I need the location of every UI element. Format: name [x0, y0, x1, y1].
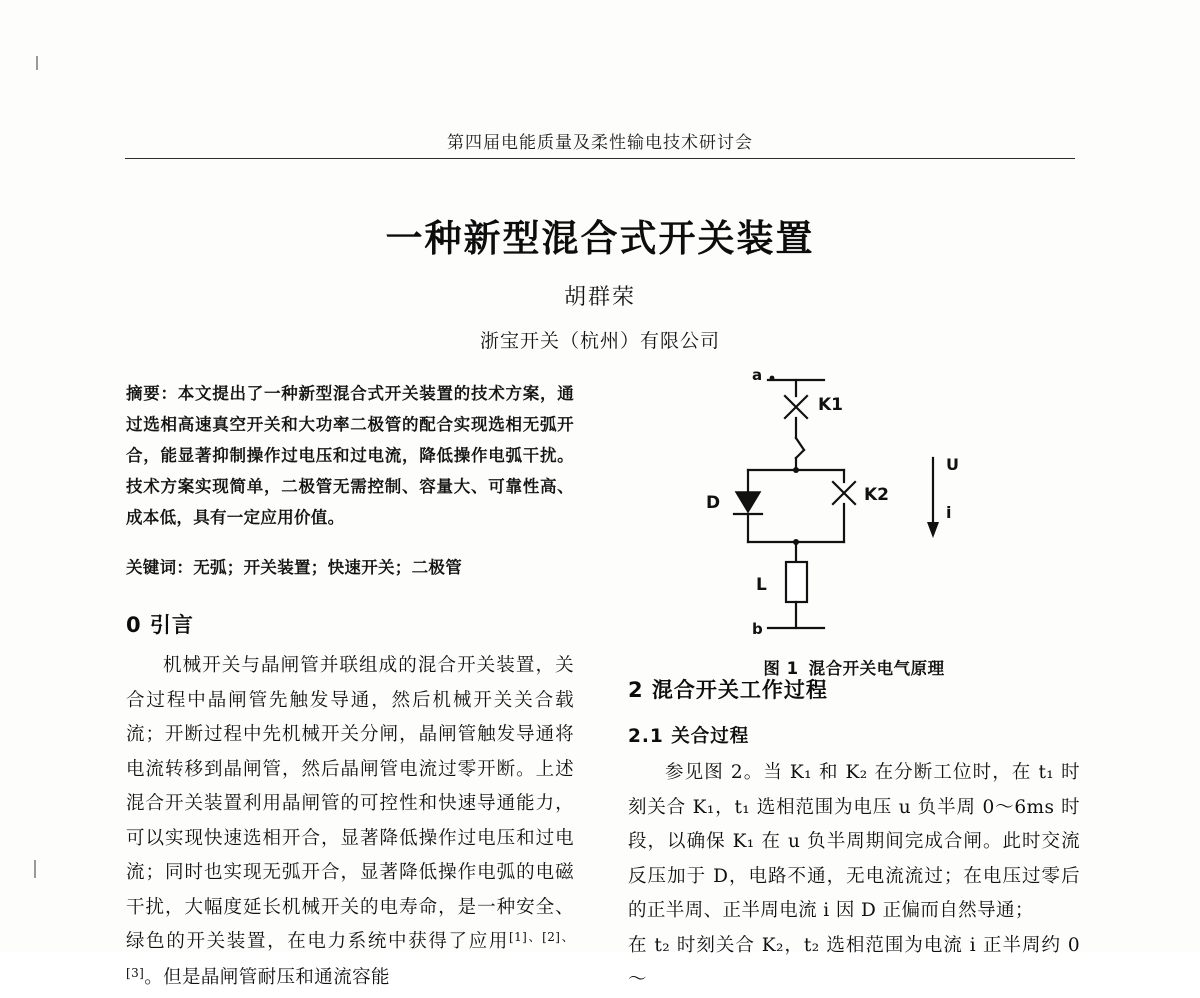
- author-name: 胡群荣: [563, 285, 636, 310]
- figure-label-i: i: [946, 503, 952, 522]
- subsection-heading-2-1: 2.1 关合过程: [628, 726, 750, 747]
- figure-caption-text: 混合开关电气原理: [808, 659, 945, 678]
- section21-paragraph-2: 在 t₂ 时刻关合 K₂，t₂ 选相范围为电流 i 正半周约 0～: [628, 934, 1080, 990]
- keywords-block: [126, 553, 574, 583]
- intro-paragraph-text: 机械开关与晶闸管并联组成的混合开关装置，关合过程中晶闸管先触发导通，然后机械开关关合载流；开断过程中先机械开关分闸，晶闸管触发导通将电流转移到晶闸管，然后晶闸管电流过零开断。上述混合开关装置利用晶闸管的可控性和快速导通能力，可以实现快速选相开合，显著降低操作过电压和过电流；同时也实现无弧开合，显著降低操作电弧的电磁干扰，大幅度延长机械开关的电寿命，是一种安全、绿色的开关装置，在电力系统中获得了应用: [126, 655, 574, 952]
- section-heading-2: 2 混合开关工作过程: [628, 678, 828, 702]
- abstract-label: 摘要：: [126, 384, 178, 403]
- node-dot-a: [770, 376, 775, 381]
- figure-label-a: a: [752, 366, 763, 384]
- left-column: [126, 378, 574, 996]
- figure-label-k2: K2: [864, 485, 890, 505]
- circuit-diagram-svg: [628, 366, 1080, 648]
- keywords-label: 关键词：: [126, 558, 194, 577]
- figure-label-b: b: [752, 620, 763, 638]
- page-title: 一种新型混合式开关装置: [385, 217, 815, 260]
- running-head: 第四届电能质量及柔性输电技术研讨会: [447, 133, 753, 153]
- abstract-block: [126, 378, 574, 533]
- figure-caption: [628, 655, 1080, 679]
- abstract-text: 本文提出了一种新型混合式开关装置的技术方案，通过选相高速真空开关和大功率二极管的配合实现选相无弧开合，能显著抑制操作过电压和过电流，降低操作电弧干扰。技术方案实现简单，二极管无需控制、容量大、可靠性高、成本低，具有一定应用价值。: [126, 384, 574, 527]
- figure-label-k1: K1: [818, 395, 844, 415]
- page-edge-mark-left: [34, 860, 36, 878]
- figure-1: [628, 366, 1080, 678]
- section21-paragraph-1: 参见图 2。当 K₁ 和 K₂ 在分断工位时，在 t₁ 时刻关合 K₁，t₁ 选相范围为电压 u 负半周 0～6ms 时段，以确保 K₁ 在 u 负半周期间完成合闸。此时交流反压加于 D，电路不通，无电流流过；在电压过零后的正半周、正半周电流 i 因 D 正偏而自然导通；: [628, 762, 1080, 921]
- node-dot-top: [793, 467, 799, 473]
- author-affiliation: 浙宝开关（杭州）有限公司: [479, 330, 720, 352]
- intro-paragraph-tail: 。但是晶闸管耐压和通流容能: [144, 966, 390, 988]
- figure-caption-number: 图 1: [763, 659, 799, 678]
- section-heading-intro: 0 引言: [126, 613, 194, 637]
- right-column: [628, 366, 1080, 998]
- reference-citations: [1]、[2]、[3]: [126, 930, 574, 980]
- figure-label-d: D: [706, 493, 721, 513]
- intro-paragraph: [126, 649, 574, 996]
- keywords-text: 无弧；开关装置；快速开关；二极管: [193, 558, 463, 577]
- running-head-rule: [125, 158, 1075, 159]
- node-dot-bottom: [793, 539, 799, 545]
- figure-label-l: L: [756, 575, 767, 595]
- figure-label-u: U: [946, 455, 959, 474]
- page-edge-mark-top: [36, 56, 38, 70]
